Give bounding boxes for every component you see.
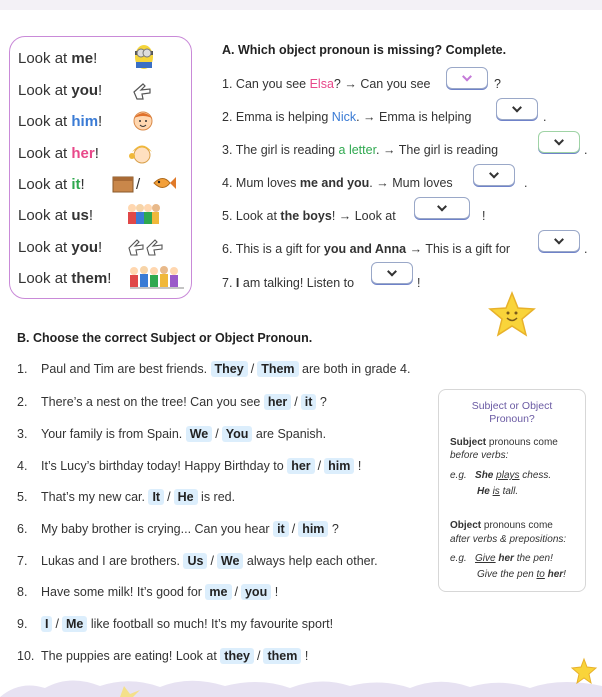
choice-option[interactable]: it — [273, 521, 289, 537]
minion-icon — [130, 41, 158, 71]
girl-icon — [127, 140, 155, 168]
object-example-1: e.g. Give her the pen! — [450, 553, 553, 564]
fish-icon — [151, 172, 177, 194]
answer-dropdown-6[interactable] — [538, 230, 580, 252]
choice-option[interactable]: We — [217, 553, 244, 569]
choice-option[interactable]: him — [298, 521, 328, 537]
choice-option[interactable]: her — [287, 458, 314, 474]
section-b-title: B. Choose the correct Subject or Object Pronoun. — [17, 331, 313, 345]
choice-option[interactable]: it — [301, 394, 317, 410]
look-row-you-plural: Look at you! — [18, 239, 103, 256]
pointing-hand-icon — [131, 80, 153, 102]
section-a-item-3-end: . — [584, 143, 588, 157]
choice-option[interactable]: He — [174, 489, 198, 505]
section-b-item-2: 2. There’s a nest on the tree! Can you see her / it ? — [17, 395, 327, 409]
section-b-item-6: 6. My baby brother is crying... Can you hear it / him ? — [17, 522, 339, 536]
subject-example-1: e.g. She plays chess. — [450, 470, 552, 481]
choice-option[interactable]: We — [186, 426, 213, 442]
look-row-them: Look at them! — [18, 270, 112, 287]
section-a-item-3: 3. The girl is reading a letter. → The girl is reading — [222, 143, 499, 157]
section-a-item-5-end: ! — [482, 209, 486, 223]
section-b-item-10: 10. The puppies are eating! Look at they / them ! — [17, 649, 309, 663]
section-b-item-5: 5. That’s my new car. It / He is red. — [17, 490, 236, 504]
choice-option[interactable]: Me — [62, 616, 87, 632]
object-example-2: Give the pen to her! — [477, 569, 566, 580]
section-a-item-2-end: . — [543, 110, 547, 124]
answer-dropdown-4[interactable] — [473, 164, 515, 186]
choice-option[interactable]: him — [324, 458, 354, 474]
subject-object-info-box — [438, 389, 586, 592]
small-star-icon — [570, 657, 598, 685]
section-b-item-8: 8. Have some milk! It’s good for me / you ! — [17, 585, 279, 599]
answer-dropdown-2[interactable] — [496, 98, 538, 120]
choice-option[interactable]: Them — [257, 361, 298, 377]
section-a-item-4-end: . — [524, 176, 528, 190]
section-a-item-5: 5. Look at the boys! → Look at — [222, 209, 396, 223]
section-a-item-6: 6. This is a gift for you and Anna → This is a gift for — [222, 242, 511, 256]
section-b-item-1: 1. Paul and Tim are best friends. They / Them are both in grade 4. — [17, 362, 411, 376]
section-a-item-6-end: . — [584, 242, 588, 256]
look-row-you: Look at you! — [18, 82, 103, 99]
choice-option[interactable]: they — [220, 648, 254, 664]
kids-group-icon — [126, 202, 160, 228]
boy-icon — [130, 108, 156, 136]
answer-dropdown-5[interactable] — [414, 197, 470, 219]
section-a-item-2: 2. Emma is helping Nick. → Emma is helping — [222, 110, 472, 124]
subject-rule: Subject pronouns come — [450, 437, 558, 448]
answer-dropdown-3[interactable] — [538, 131, 580, 153]
info-box-title-line-2: Pronoun? — [489, 413, 535, 425]
choice-option[interactable]: Us — [183, 553, 207, 569]
choice-option[interactable]: It — [148, 489, 164, 505]
section-a-item-4: 4. Mum loves me and you. → Mum loves — [222, 176, 453, 190]
section-a-item-7-end: ! — [417, 276, 421, 290]
answer-dropdown-1[interactable] — [446, 67, 488, 89]
two-hands-icon — [126, 236, 166, 258]
section-b-item-3: 3. Your family is from Spain. We / You are Spanish. — [17, 427, 327, 441]
crowd-icon — [128, 264, 188, 294]
look-row-it: Look at it! — [18, 176, 85, 193]
section-b-item-4: 4. It’s Lucy’s birthday today! Happy Birthday to her / him ! — [17, 459, 362, 473]
choice-option[interactable]: you — [241, 584, 271, 600]
subject-rule-line-2: before verbs: — [450, 450, 509, 461]
look-row-us: Look at us! — [18, 207, 94, 224]
section-b-item-9: 9. I / Me like football so much! It’s my favourite sport! — [17, 617, 334, 631]
subject-example-2: He is tall. — [477, 486, 519, 497]
section-b-item-7: 7. Lukas and I are brothers. Us / We always help each other. — [17, 554, 378, 568]
slash-separator: / — [136, 176, 141, 193]
look-row-him: Look at him! — [18, 113, 103, 130]
cloud-decoration — [0, 672, 602, 697]
choice-option[interactable]: I — [41, 616, 52, 632]
object-rule-line-2: after verbs & prepositions: — [450, 534, 567, 545]
info-box-title-line-1: Subject or Object — [471, 400, 553, 412]
smiling-star-icon — [487, 290, 537, 338]
object-rule: Object pronouns come — [450, 520, 553, 531]
answer-dropdown-7[interactable] — [371, 262, 413, 284]
section-a-item-7: 7. I am talking! Listen to — [222, 276, 355, 290]
section-a-item-1: 1. Can you see Elsa? → Can you see — [222, 77, 431, 91]
look-row-me: Look at me! — [18, 50, 98, 67]
choice-option[interactable]: them — [263, 648, 301, 664]
choice-option[interactable]: You — [222, 426, 253, 442]
choice-option[interactable]: her — [264, 394, 291, 410]
top-decorative-strip — [0, 0, 602, 10]
section-a-item-1-end: ? — [494, 77, 501, 91]
box-icon — [110, 172, 136, 194]
look-row-her: Look at her! — [18, 145, 99, 162]
choice-option[interactable]: They — [211, 361, 248, 377]
choice-option[interactable]: me — [205, 584, 231, 600]
section-a-title: A. Which object pronoun is missing? Complete. — [222, 43, 507, 57]
object-pronouns-box — [9, 36, 192, 299]
